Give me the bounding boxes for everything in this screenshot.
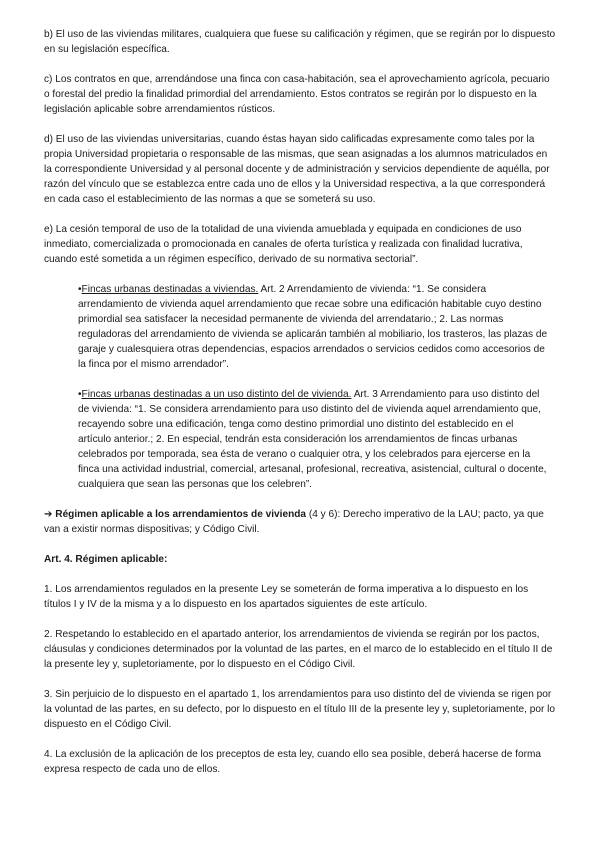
article-paragraph-4: 4. La exclusión de la aplicación de los preceptos de esta ley, cuando ello sea posible, deberá hacerse de forma expresa respecto de cada uno de ellos.	[44, 749, 541, 775]
bullet-text-uso-distinto: Art. 3 Arrendamiento para uso distinto del de vivienda: “1. Se considera arrendamiento para uso distinto del de vivienda aquel arrendamiento que, recayendo sobre una edificación, tenga como destino primordial uno distinto del establecido en el artículo anterior.; 2. En especial, tendrán esta consideración los arrendamientos de fincas urbanas celebrados por temporada, sea ésta de verano o cualquier otra, y los celebrados para ejercerse en la finca una actividad industrial, comercial, artesanal, profesional, recreativa, asistencial, cultural o docente, cualquiera que sean las personas que los celebren”.	[78, 389, 547, 490]
article-paragraph-3: 3. Sin perjuicio de lo dispuesto en el apartado 1, los arrendamientos para uso distinto del de vivienda se rigen por la voluntad de las partes, en su defecto, por lo dispuesto en el título III de la presente ley y, supletoriamente, por lo dispuesto en el Código Civil.	[44, 689, 555, 730]
bullet-uso-distinto	[78, 387, 548, 492]
bullet-marker: •	[78, 284, 82, 295]
article-heading: Art. 4. Régimen aplicable:	[44, 554, 168, 565]
bullet-title-viviendas: Fincas urbanas destinadas a viviendas.	[81, 284, 259, 295]
regimen-bold-label: Régimen aplicable a los arrendamientos de vivienda	[52, 509, 307, 520]
paragraph-b: b) El uso de las viviendas militares, cualquiera que fuese su calificación y régimen, que se regirán por lo dispuesto en su legislación específica.	[44, 29, 556, 55]
bullet-marker: •	[78, 389, 82, 400]
article-paragraph-2: 2. Respetando lo establecido en el apartado anterior, los arrendamientos de vivienda se regirán por los pactos, cláusulas y condiciones determinados por la voluntad de las partes, en el marco de lo establecido en el título II de la presente ley y, supletoriamente, por lo dispuesto en el Código Civil.	[44, 629, 553, 670]
article-paragraph-1: 1. Los arrendamientos regulados en la presente Ley se someterán de forma imperativa a lo dispuesto en los títulos I y IV de la misma y a lo dispuesto en los apartados siguientes de este artículo.	[44, 584, 529, 610]
regimen-text: (4 y 6): Derecho imperativo de la LAU; pacto, ya que van a existir normas dispositivas; y Código Civil.	[44, 509, 544, 535]
arrow-icon: ➔	[44, 509, 53, 520]
paragraph-d: d) El uso de las viviendas universitarias, cuando éstas hayan sido calificadas expresamente como tales por la propia Universidad propietaria o responsable de las mismas, que sean asignadas a los alumnos matriculados en la correspondiente Universidad y al personal docente y de administración y servicios dependiente de aquélla, por razón del vínculo que se establezca entre cada uno de ellos y la Universidad respectiva, a la que corresponderá en cada caso el establecimiento de las normas a que se someterá su uso.	[44, 134, 550, 205]
bullet-title-uso-distinto: Fincas urbanas destinadas a un uso distinto del de vivienda.	[81, 389, 352, 400]
paragraph-c: c) Los contratos en que, arrendándose una finca con casa-habitación, sea el aprovechamiento agrícola, pecuario o forestal del predio la finalidad primordial del arrendamiento. Estos contratos se regirán por lo dispuesto en la legislación aplicable sobre arrendamientos rústicos.	[44, 74, 550, 115]
bullet-viviendas	[78, 282, 548, 372]
bullet-text-viviendas: Art. 2 Arrendamiento de vivienda: “1. Se considera arrendamiento de vivienda aquel arrendamiento que recae sobre una edificación habitable cuyo destino primordial sea satisfacer la necesidad permanente de vivienda del arrendatario.; 2. Las normas reguladoras del arrendamiento de vivienda se aplicarán también al mobiliario, los trasteros, las plazas de garaje y cualesquiera otras dependencias, espacios arrendados o servicios cedidos como accesorios de la finca por el mismo arrendador”.	[78, 284, 548, 370]
regimen-aplicable-paragraph	[44, 507, 556, 537]
paragraph-e: e) La cesión temporal de uso de la totalidad de una vivienda amueblada y equipada en condiciones de uso inmediato, comercializada o promocionada en canales de oferta turística y realizada con finalidad lucrativa, cuando esté sometida a un régimen específico, derivado de su normativa sectorial”.	[44, 224, 523, 265]
